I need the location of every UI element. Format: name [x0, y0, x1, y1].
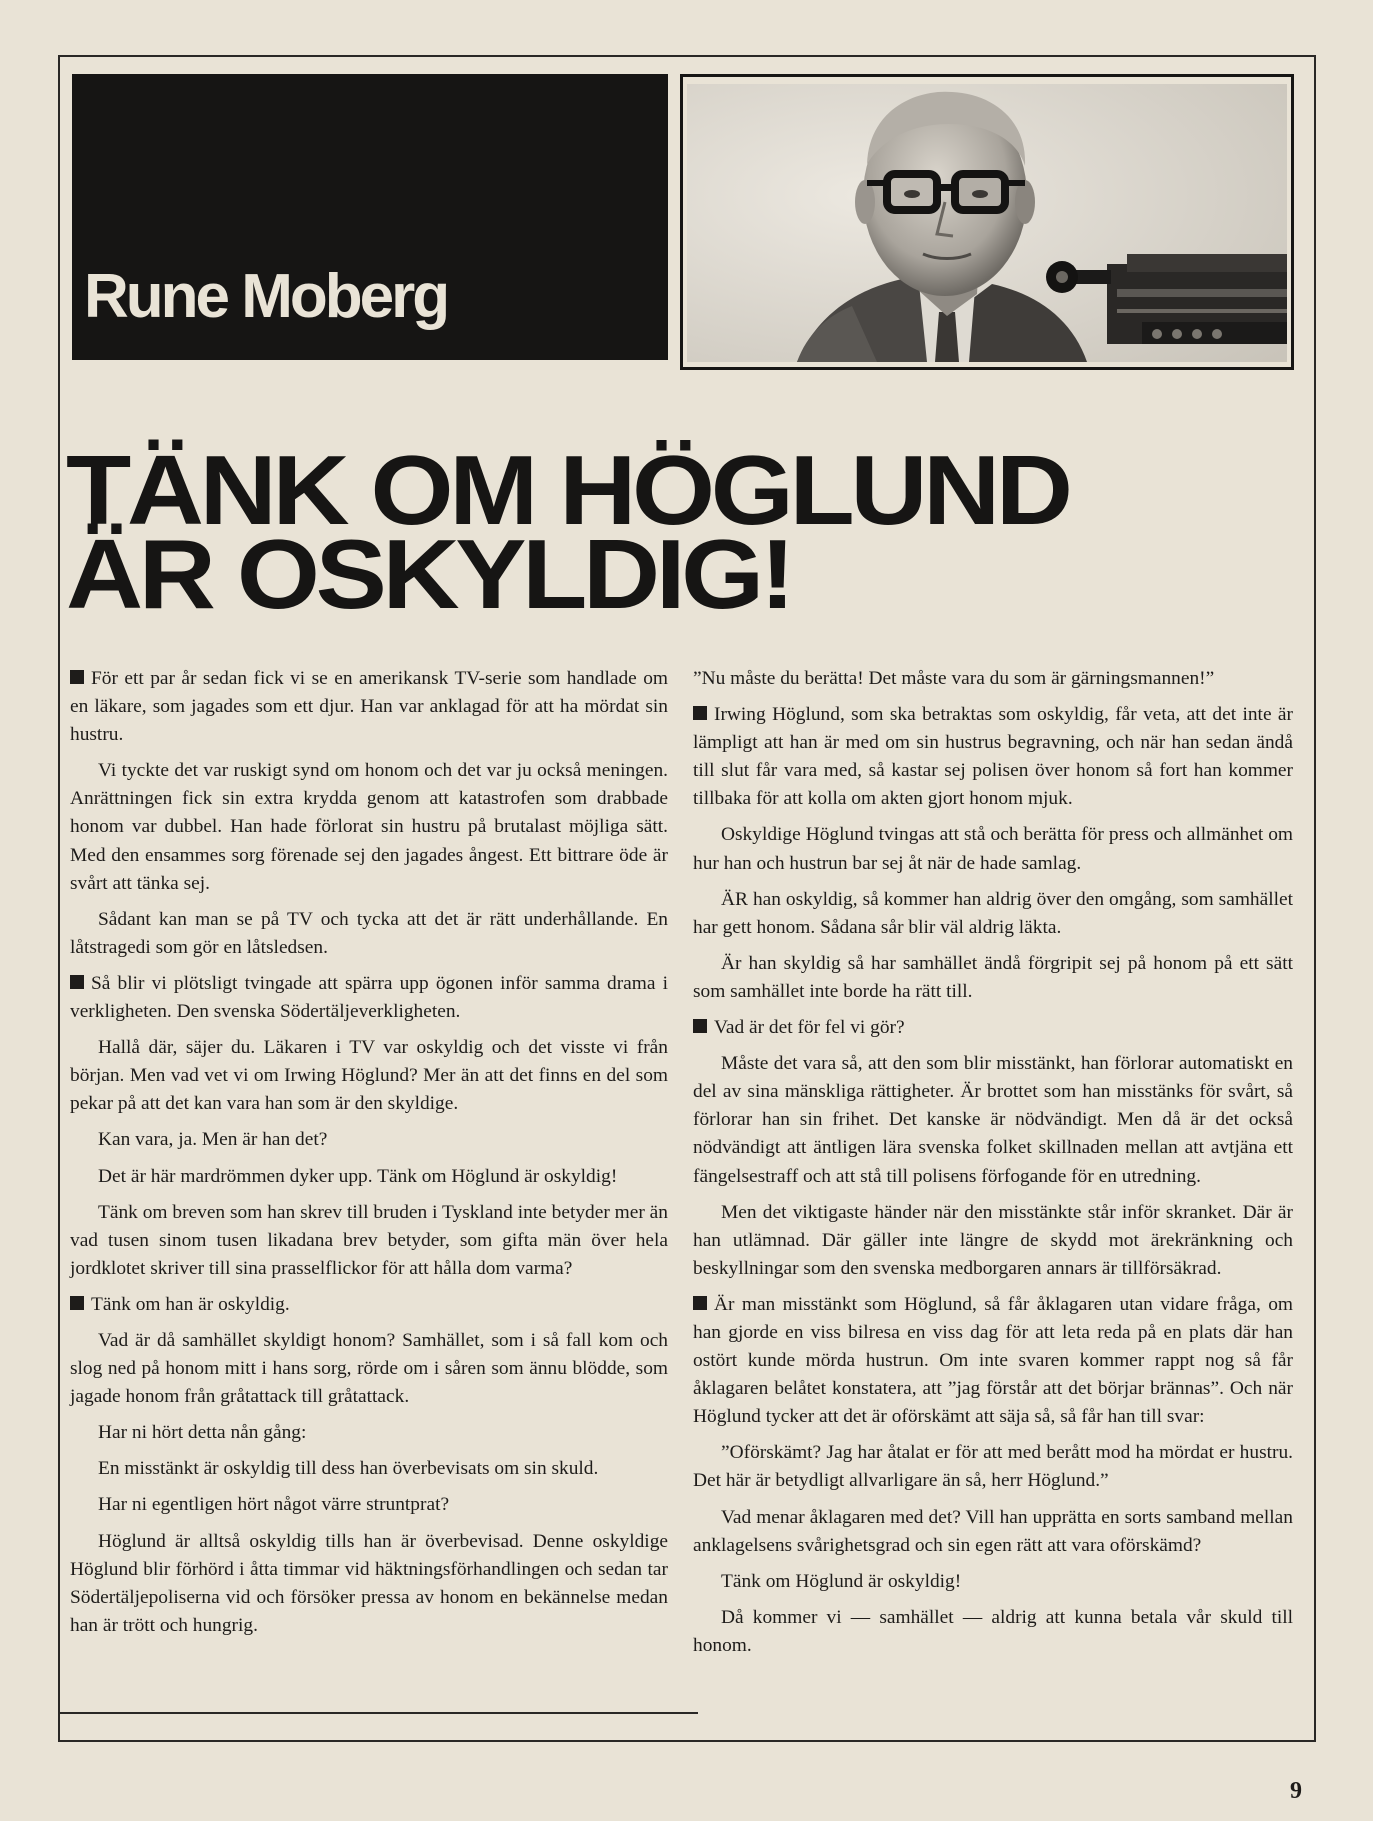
article-column-right — [693, 665, 1293, 1668]
paragraph-text: ”Oförskämt? Jag har åtalat er för att med berått mod ha mördat er hustru. Det här är betydligt allvarligare än så, herr Höglund.” — [693, 1442, 1293, 1492]
paragraph-text: Vad är då samhället skyldigt honom? Samhället, som i så fall kom och slog ned på honom mitt i hans sorg, rörde om i såren som ännu blödde, som jagade honom från gråtattack till gråtattack. — [70, 1329, 668, 1408]
paragraph-text: En misstänkt är oskyldig till dess han överbevisats om sin skuld. — [98, 1458, 599, 1480]
paragraph — [70, 1491, 668, 1519]
paragraph-text: Irwing Höglund, som ska betraktas som oskyldig, får veta, att det inte är lämpligt att han är med om sin hustrus begravning, och när han sedan ändå till slut får vara med, så kastar sej polisen över honom så fort han kommer tillbaka för att kolla om akten gjort honom mjuk. — [693, 704, 1293, 810]
page-number: 9 — [1290, 1778, 1302, 1804]
paragraph — [693, 1439, 1293, 1495]
paragraph-text: Vad menar åklagaren med det? Vill han upprätta en sorts samband mellan anklagelsens svårighetsgrad och sin egen rätt att vara oförskämd? — [693, 1506, 1293, 1556]
section-marker-icon — [693, 706, 707, 720]
article-column-left — [70, 665, 668, 1648]
headline-line-1: TÄNK OM HÖGLUND — [66, 435, 1069, 545]
paragraph-text: Det är här mardrömmen dyker upp. Tänk om Höglund är oskyldig! — [98, 1165, 618, 1187]
author-name: Rune Moberg — [84, 262, 448, 331]
paragraph-text: Tänk om breven som han skrev till bruden i Tyskland inte betyder mer än vad tusen sinom tusen likadana brev betyder, som gifta män över hela jordklotet skriver till sina prasselflickor för att hålla dom varma? — [70, 1201, 668, 1279]
paragraph-text: Höglund är alltså oskyldig tills han är överbevisad. Denne oskyldige Höglund blir förhörd i åtta timmar vid häktningsförhandlingen och sedan tar Södertäljepoliserna vid och försöker pressa av honom en bekännelse medan han är trött och hungrig. — [70, 1530, 668, 1636]
paragraph — [693, 1568, 1293, 1596]
author-photo — [687, 84, 1287, 362]
paragraph-text: Sådant kan man se på TV och tycka att det är rätt underhållande. En låtstragedi som gör en låtsledsen. — [70, 908, 668, 958]
paragraph — [693, 665, 1293, 693]
paragraph — [693, 1050, 1293, 1190]
paragraph-text: Vi tyckte det var ruskigt synd om honom och det var ju också meningen. Anrättningen fick sin extra krydda genom att katastrofen som drabbade honom var dubbel. Han hade förlorat sin hustru på brutalast möjliga sätt. Med den ensammes sorg förenade sej den jagades ångest. Ett bittrare öde är svårt att tänka sej. — [70, 760, 668, 894]
paragraph — [70, 1291, 668, 1319]
paragraph — [70, 665, 668, 749]
paragraph-text: Måste det vara så, att den som blir misstänkt, han förlorar automatiskt en del av sina mänskliga rättigheter. Är brottet som han misstänks för svårt, så förlorar han sin frihet. Det kanske är nödvändigt. Men då är det också nödvändigt att äntligen lära svenska folket skillnaden mellan att avtjäna ett fängelsestraff och att stå till polisens förfogande för en utredning. — [693, 1053, 1293, 1187]
paragraph-text: Är han skyldig så har samhället ändå förgripit sej på honom på ett sätt som samhället inte borde ha rätt till. — [693, 952, 1293, 1002]
paragraph-text: Tänk om han är oskyldig. — [91, 1293, 290, 1315]
paragraph — [693, 1014, 1293, 1042]
paragraph-text: Vad är det för fel vi gör? — [714, 1017, 905, 1039]
paragraph — [70, 1528, 668, 1640]
section-marker-icon — [693, 1296, 707, 1310]
paragraph — [693, 1504, 1293, 1560]
bottom-rule — [58, 1712, 698, 1714]
paragraph-text: ”Nu måste du berätta! Det måste vara du som är gärningsmannen!” — [693, 668, 1215, 689]
paragraph — [70, 1163, 668, 1191]
paragraph — [70, 1034, 668, 1118]
paragraph-text: Tänk om Höglund är oskyldig! — [721, 1570, 962, 1592]
paragraph-text: För ett par år sedan fick vi se en amerikansk TV-serie som handlade om en läkare, som jagades som ett djur. Han var anklagad för att ha mördat sin hustru. — [70, 668, 668, 746]
section-marker-icon — [70, 1296, 84, 1310]
paragraph — [70, 906, 668, 962]
paragraph — [70, 1327, 668, 1411]
paragraph — [70, 1126, 668, 1154]
paragraph — [693, 821, 1293, 877]
paragraph-text: ÄR han oskyldig, så kommer han aldrig över den omgång, som samhället har gett honom. Sådana sår blir väl aldrig läkta. — [693, 888, 1293, 938]
paragraph-text: Hallå där, säjer du. Läkaren i TV var oskyldig och det visste vi från början. Men vad vet vi om Irwing Höglund? Mer än att det finns en del som pekar på att det kan vara han som är den skyldige. — [70, 1037, 668, 1115]
paragraph-text: Har ni hört detta nån gång: — [98, 1422, 307, 1444]
paragraph — [70, 1419, 668, 1447]
headline — [66, 435, 1296, 629]
paragraph-text: Men det viktigaste händer när den misstänkte står inför skranket. Där är han utlämnad. Där gäller inte längre de skydd mot ärekränkning och beskyllningar som den svenska medborgaren annars är tillförsäkrad. — [693, 1201, 1293, 1279]
paragraph-text: Är man misstänkt som Höglund, så får åklagaren utan vidare fråga, om han gjorde en viss bilresa en viss dag för att leta reda på en plats där han ostört kunde mörda hustrun. Om inte svaren kommer rappt nog så får åklagaren belåtet konstatera, att ”jag förstår att det börjar brännas”. Och när Höglund tycker att det är oförskämt att säja så, så får han till svar: — [693, 1293, 1293, 1428]
paragraph-text: Då kommer vi — samhället — aldrig att kunna betala vår skuld till honom. — [693, 1606, 1293, 1656]
paragraph-text: Oskyldige Höglund tvingas att stå och berätta för press och allmänhet om hur han och hustrun bar sej åt när de hade samlag. — [693, 824, 1293, 874]
paragraph — [693, 1291, 1293, 1431]
portrait-illustration — [687, 84, 1287, 362]
paragraph — [693, 701, 1293, 813]
headline-line-2: ÄR OSKYLDIG! — [66, 519, 792, 629]
section-marker-icon — [70, 975, 84, 989]
paragraph-text: Har ni egentligen hört något värre struntprat? — [98, 1494, 450, 1516]
paragraph-text: Så blir vi plötsligt tvingade att spärra upp ögonen inför samma drama i verkligheten. Den svenska Södertäljeverkligheten. — [70, 972, 668, 1023]
paragraph — [693, 886, 1293, 942]
section-marker-icon — [70, 670, 84, 684]
paragraph — [693, 950, 1293, 1006]
paragraph — [693, 1199, 1293, 1283]
section-marker-icon — [693, 1019, 707, 1033]
paragraph — [70, 757, 668, 897]
paragraph — [70, 1199, 668, 1283]
paragraph — [70, 1455, 668, 1483]
paragraph — [693, 1604, 1293, 1660]
paragraph-text: Kan vara, ja. Men är han det? — [98, 1129, 328, 1151]
paragraph — [70, 970, 668, 1026]
